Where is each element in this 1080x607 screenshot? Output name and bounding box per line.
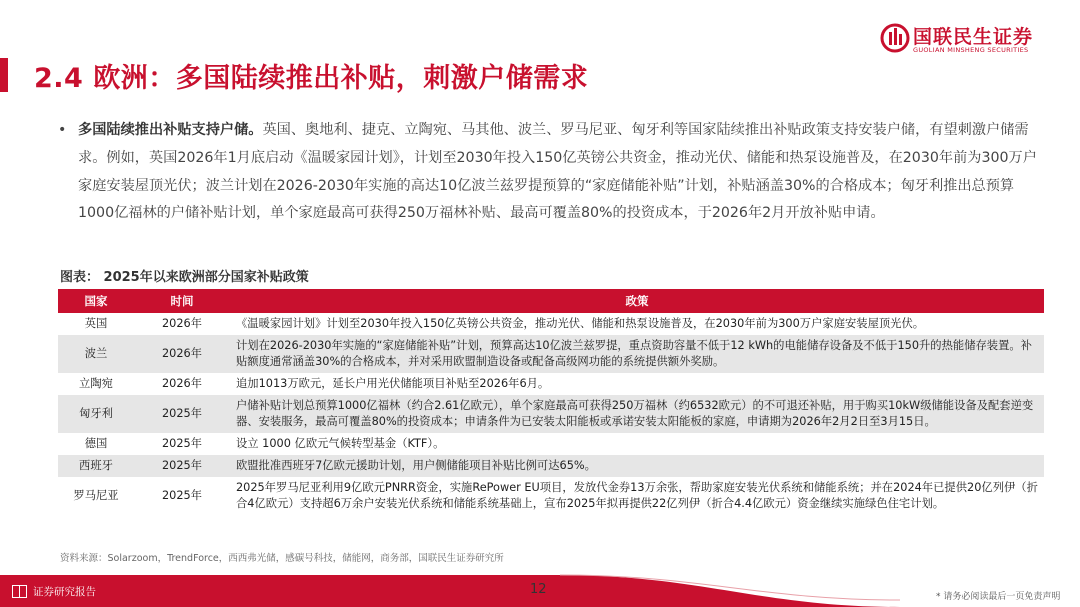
table-row (58, 433, 1044, 455)
bullet-paragraph (60, 117, 1050, 228)
logo-mark-icon (880, 22, 910, 54)
cell-country: 波兰 (58, 335, 134, 373)
cell-time: 2026年 (134, 373, 230, 395)
table-row (58, 373, 1044, 395)
page-number: 12 (530, 582, 547, 597)
column-header-policy: 政策 (230, 289, 1044, 313)
logo-text-cn: 国联民生证券 (913, 26, 1034, 48)
figure-caption: 图表： 2025年以来欧洲部分国家补贴政策 (60, 270, 309, 285)
policy-table (58, 289, 1044, 515)
bullet-lead: 多国陆续推出补贴支持户储。 (78, 122, 263, 138)
cell-time: 2026年 (134, 313, 230, 335)
table-row (58, 313, 1044, 335)
table-row (58, 455, 1044, 477)
bullet-body: 英国、奥地利、捷克、立陶宛、马其他、波兰、罗马尼亚、匈牙利等国家陆续推出补贴政策支持安装户储，有望刺激户储需求。例如，英国2026年1月底启动《温暖家园计划》，计划至2030年投入150亿英镑公共资金，推动光伏、储能和热泵设施普及，在2030年前为300万户家庭安装屋顶光伏；波兰计划在2026-2030年实施的高达10亿波兰兹罗提预算的“家庭储能补贴”计划，补贴涵盖30%的合格成本；匈牙利推出总预算1000亿福林的户储补贴计划，单个家庭最高可获得250万福林补贴、最高可覆盖80%的投资成本，于2026年2月开放补贴申请。 (78, 122, 1037, 222)
cell-policy: 《温暖家园计划》计划至2030年投入150亿英镑公共资金，推动光伏、储能和热泵设施普及，在2030年前为300万户家庭安装屋顶光伏。 (230, 313, 1044, 335)
cell-country: 罗马尼亚 (58, 477, 134, 515)
column-header-country: 国家 (58, 289, 134, 313)
table-row (58, 395, 1044, 433)
logo-text-en: GUOLIAN MINSHENG SECURITIES (913, 46, 1029, 54)
table-row (58, 477, 1044, 515)
cell-time: 2026年 (134, 335, 230, 373)
book-icon (12, 585, 27, 598)
cell-time: 2025年 (134, 477, 230, 515)
footer-report-text: 证券研究报告 (33, 586, 96, 598)
cell-policy: 户储补贴计划总预算1000亿福林（约合2.61亿欧元），单个家庭最高可获得250万福林（约6532欧元）的不可退还补贴，用于购买10kW级储能设备及配套逆变器、安装服务，最高可覆盖80%的投资成本；申请条件为已安装太阳能板或承诺安装太阳能板的家庭，申请期为2026年2月2日至3月15日。 (230, 395, 1044, 433)
column-header-time: 时间 (134, 289, 230, 313)
bullet-marker: • (58, 122, 67, 138)
cell-country: 英国 (58, 313, 134, 335)
cell-country: 立陶宛 (58, 373, 134, 395)
page-title: 2.4 欧洲：多国陆续推出补贴，刺激户储需求 (34, 63, 589, 94)
disclaimer: * 请务必阅读最后一页免责声明 (936, 592, 1061, 602)
cell-time: 2025年 (134, 395, 230, 433)
title-accent-bar (0, 58, 8, 92)
cell-policy: 追加1013万欧元，延长户用光伏储能项目补贴至2026年6月。 (230, 373, 1044, 395)
footer-report-label (12, 584, 96, 599)
cell-country: 德国 (58, 433, 134, 455)
table-row (58, 335, 1044, 373)
source-note: 资料来源：Solarzoom，TrendForce，西西弗光储，感碳号科技，储能网，商务部，国联民生证券研究所 (60, 553, 504, 564)
cell-time: 2025年 (134, 433, 230, 455)
cell-policy: 2025年罗马尼亚利用9亿欧元PNRR资金，实施RePower EU项目，发放代金券13万余张，帮助家庭安装光伏系统和储能系统；并在2024年已提供20亿列伊（折合4亿欧元）支持超6万余户安装光伏系统和储能系统基础上，宣布2025年拟再提供22亿列伊（折合4.4亿欧元）资金继续实施绿色住宅计划。 (230, 477, 1044, 515)
cell-policy: 设立 1000 亿欧元气候转型基金（KTF）。 (230, 433, 1044, 455)
cell-policy: 计划在2026-2030年实施的“家庭储能补贴”计划，预算高达10亿波兰兹罗提，重点资助容量不低于12 kWh的电能储存设备及不低于150升的热能储存装置。补贴额度通常涵盖30%的合格成本，并对采用欧盟制造设备或配备高级网功能的系统提供额外奖励。 (230, 335, 1044, 373)
cell-time: 2025年 (134, 455, 230, 477)
cell-country: 匈牙利 (58, 395, 134, 433)
cell-country: 西班牙 (58, 455, 134, 477)
cell-policy: 欧盟批准西班牙7亿欧元援助计划，用户侧储能项目补贴比例可达65%。 (230, 455, 1044, 477)
brand-logo (880, 22, 1050, 56)
table-header-row (58, 289, 1044, 313)
